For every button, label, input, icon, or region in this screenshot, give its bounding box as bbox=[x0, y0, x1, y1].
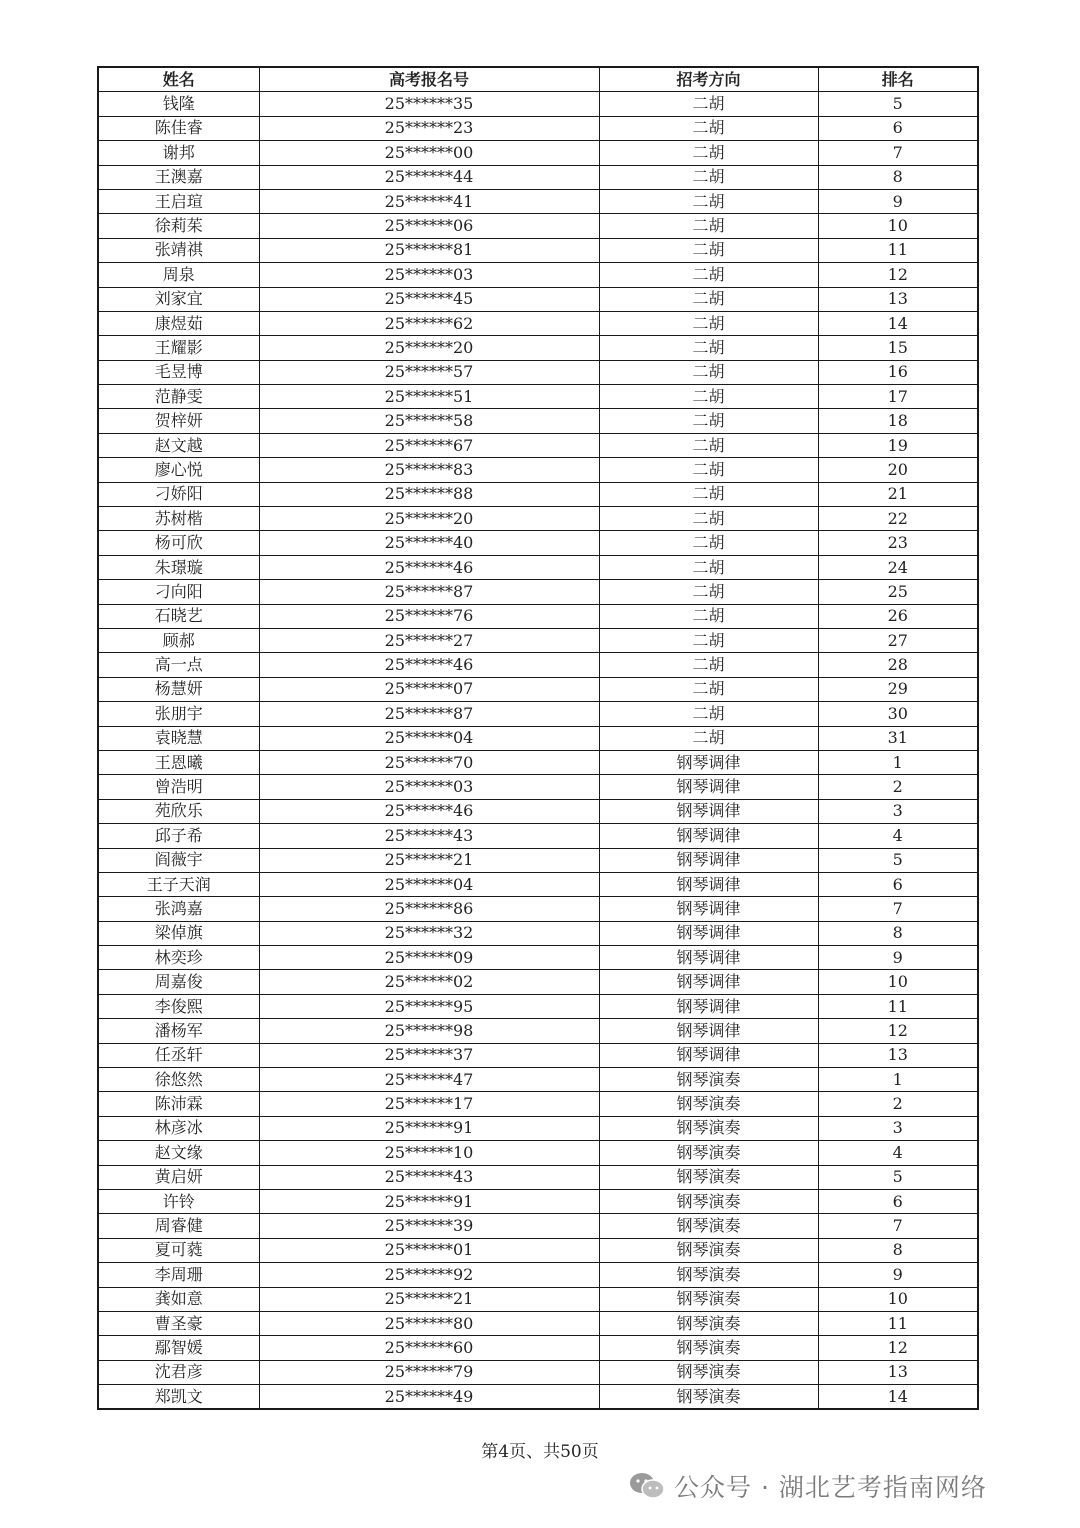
cell-name: 许铃 bbox=[98, 1189, 259, 1213]
cell-direction: 钢琴演奏 bbox=[599, 1116, 818, 1140]
cell-direction: 二胡 bbox=[599, 385, 818, 409]
cell-name: 王耀影 bbox=[98, 336, 259, 360]
cell-direction: 钢琴调律 bbox=[599, 872, 818, 896]
cell-name: 廖心悦 bbox=[98, 458, 259, 482]
cell-name: 朱璟璇 bbox=[98, 555, 259, 579]
cell-direction: 二胡 bbox=[599, 507, 818, 531]
table-row bbox=[98, 116, 978, 140]
cell-exam-id: 25******79 bbox=[259, 1360, 599, 1384]
cell-name: 徐莉茱 bbox=[98, 214, 259, 238]
cell-exam-id: 25******03 bbox=[259, 263, 599, 287]
table-row bbox=[98, 482, 978, 506]
table-row bbox=[98, 848, 978, 872]
cell-rank: 14 bbox=[818, 311, 978, 335]
cell-name: 阎薇宇 bbox=[98, 848, 259, 872]
cell-exam-id: 25******43 bbox=[259, 1165, 599, 1189]
cell-rank: 5 bbox=[818, 92, 978, 116]
cell-name: 毛昱博 bbox=[98, 360, 259, 384]
table-row bbox=[98, 1068, 978, 1092]
cell-name: 王恩曦 bbox=[98, 750, 259, 774]
cell-rank: 13 bbox=[818, 1043, 978, 1067]
cell-exam-id: 25******87 bbox=[259, 702, 599, 726]
cell-direction: 钢琴调律 bbox=[599, 921, 818, 945]
cell-direction: 二胡 bbox=[599, 653, 818, 677]
cell-exam-id: 25******91 bbox=[259, 1189, 599, 1213]
cell-name: 任丞轩 bbox=[98, 1043, 259, 1067]
cell-direction: 二胡 bbox=[599, 311, 818, 335]
cell-name: 杨慧妍 bbox=[98, 677, 259, 701]
cell-exam-id: 25******58 bbox=[259, 409, 599, 433]
cell-exam-id: 25******91 bbox=[259, 1116, 599, 1140]
header-name: 姓名 bbox=[98, 67, 259, 92]
cell-rank: 17 bbox=[818, 385, 978, 409]
cell-rank: 2 bbox=[818, 775, 978, 799]
watermark-text: 公众号 · 湖北艺考指南网络 bbox=[674, 1473, 987, 1502]
cell-rank: 5 bbox=[818, 1165, 978, 1189]
cell-rank: 24 bbox=[818, 555, 978, 579]
cell-name: 贺梓妍 bbox=[98, 409, 259, 433]
table-row bbox=[98, 433, 978, 457]
table-row bbox=[98, 677, 978, 701]
cell-rank: 11 bbox=[818, 1311, 978, 1335]
cell-name: 王澳嘉 bbox=[98, 165, 259, 189]
cell-direction: 二胡 bbox=[599, 458, 818, 482]
page-number: 第4页、共50页 bbox=[481, 1442, 599, 1462]
cell-name: 黄启妍 bbox=[98, 1165, 259, 1189]
cell-exam-id: 25******81 bbox=[259, 238, 599, 262]
table-row bbox=[98, 385, 978, 409]
cell-name: 夏可蕤 bbox=[98, 1238, 259, 1262]
cell-rank: 8 bbox=[818, 921, 978, 945]
cell-direction: 二胡 bbox=[599, 604, 818, 628]
cell-direction: 二胡 bbox=[599, 287, 818, 311]
cell-name: 赵文越 bbox=[98, 433, 259, 457]
cell-name: 钱隆 bbox=[98, 92, 259, 116]
cell-rank: 13 bbox=[818, 1360, 978, 1384]
cell-exam-id: 25******86 bbox=[259, 897, 599, 921]
cell-rank: 21 bbox=[818, 482, 978, 506]
cell-direction: 二胡 bbox=[599, 482, 818, 506]
cell-exam-id: 25******46 bbox=[259, 799, 599, 823]
table-row bbox=[98, 824, 978, 848]
cell-name: 石晓艺 bbox=[98, 604, 259, 628]
cell-rank: 3 bbox=[818, 799, 978, 823]
cell-rank: 5 bbox=[818, 848, 978, 872]
cell-rank: 29 bbox=[818, 677, 978, 701]
cell-exam-id: 25******02 bbox=[259, 970, 599, 994]
cell-exam-id: 25******62 bbox=[259, 311, 599, 335]
cell-exam-id: 25******09 bbox=[259, 946, 599, 970]
table-row bbox=[98, 702, 978, 726]
cell-direction: 钢琴演奏 bbox=[599, 1336, 818, 1360]
cell-rank: 31 bbox=[818, 726, 978, 750]
cell-name: 徐悠然 bbox=[98, 1068, 259, 1092]
cell-direction: 钢琴调律 bbox=[599, 1043, 818, 1067]
cell-name: 周睿健 bbox=[98, 1214, 259, 1238]
cell-rank: 1 bbox=[818, 1068, 978, 1092]
cell-exam-id: 25******17 bbox=[259, 1092, 599, 1116]
table-row bbox=[98, 1092, 978, 1116]
cell-exam-id: 25******47 bbox=[259, 1068, 599, 1092]
cell-direction: 钢琴演奏 bbox=[599, 1263, 818, 1287]
cell-name: 林奕珍 bbox=[98, 946, 259, 970]
cell-rank: 10 bbox=[818, 1287, 978, 1311]
cell-direction: 钢琴调律 bbox=[599, 824, 818, 848]
cell-direction: 钢琴演奏 bbox=[599, 1141, 818, 1165]
table-row bbox=[98, 287, 978, 311]
cell-exam-id: 25******35 bbox=[259, 92, 599, 116]
table-row bbox=[98, 921, 978, 945]
table-row bbox=[98, 1214, 978, 1238]
cell-name: 邱子希 bbox=[98, 824, 259, 848]
cell-exam-id: 25******45 bbox=[259, 287, 599, 311]
cell-rank: 10 bbox=[818, 214, 978, 238]
cell-name: 梁倬旗 bbox=[98, 921, 259, 945]
cell-exam-id: 25******03 bbox=[259, 775, 599, 799]
cell-name: 张靖祺 bbox=[98, 238, 259, 262]
table-row bbox=[98, 238, 978, 262]
cell-direction: 二胡 bbox=[599, 702, 818, 726]
cell-rank: 14 bbox=[818, 1385, 978, 1410]
cell-exam-id: 25******88 bbox=[259, 482, 599, 506]
table-row bbox=[98, 507, 978, 531]
table-row bbox=[98, 1287, 978, 1311]
table-row bbox=[98, 409, 978, 433]
cell-direction: 二胡 bbox=[599, 92, 818, 116]
table-row bbox=[98, 1189, 978, 1213]
cell-name: 鄢智媛 bbox=[98, 1336, 259, 1360]
cell-name: 曾浩明 bbox=[98, 775, 259, 799]
cell-rank: 12 bbox=[818, 1019, 978, 1043]
cell-name: 康煜茹 bbox=[98, 311, 259, 335]
cell-name: 张朋宇 bbox=[98, 702, 259, 726]
cell-name: 周嘉俊 bbox=[98, 970, 259, 994]
wechat-icon bbox=[628, 1471, 666, 1501]
cell-exam-id: 25******21 bbox=[259, 1287, 599, 1311]
cell-direction: 钢琴演奏 bbox=[599, 1068, 818, 1092]
cell-exam-id: 25******04 bbox=[259, 872, 599, 896]
cell-rank: 2 bbox=[818, 1092, 978, 1116]
cell-direction: 钢琴调律 bbox=[599, 994, 818, 1018]
cell-rank: 11 bbox=[818, 238, 978, 262]
cell-direction: 钢琴演奏 bbox=[599, 1385, 818, 1410]
cell-direction: 钢琴调律 bbox=[599, 970, 818, 994]
cell-exam-id: 25******83 bbox=[259, 458, 599, 482]
cell-name: 顾郝 bbox=[98, 628, 259, 652]
cell-name: 高一点 bbox=[98, 653, 259, 677]
cell-rank: 20 bbox=[818, 458, 978, 482]
cell-rank: 26 bbox=[818, 604, 978, 628]
cell-direction: 二胡 bbox=[599, 189, 818, 213]
cell-name: 郑凯文 bbox=[98, 1385, 259, 1410]
cell-name: 林彦冰 bbox=[98, 1116, 259, 1140]
cell-direction: 二胡 bbox=[599, 433, 818, 457]
cell-direction: 钢琴演奏 bbox=[599, 1311, 818, 1335]
watermark bbox=[628, 1466, 987, 1506]
cell-name: 赵文缘 bbox=[98, 1141, 259, 1165]
cell-name: 陈沛霖 bbox=[98, 1092, 259, 1116]
cell-direction: 二胡 bbox=[599, 360, 818, 384]
cell-name: 李周珊 bbox=[98, 1263, 259, 1287]
cell-exam-id: 25******41 bbox=[259, 189, 599, 213]
table-row bbox=[98, 628, 978, 652]
table-row bbox=[98, 1385, 978, 1410]
table-row bbox=[98, 311, 978, 335]
cell-name: 范静雯 bbox=[98, 385, 259, 409]
cell-rank: 9 bbox=[818, 189, 978, 213]
cell-exam-id: 25******57 bbox=[259, 360, 599, 384]
table-row bbox=[98, 189, 978, 213]
cell-direction: 钢琴演奏 bbox=[599, 1092, 818, 1116]
table-row bbox=[98, 994, 978, 1018]
table-row bbox=[98, 1043, 978, 1067]
cell-direction: 钢琴调律 bbox=[599, 946, 818, 970]
cell-name: 王启瑄 bbox=[98, 189, 259, 213]
cell-exam-id: 25******40 bbox=[259, 531, 599, 555]
cell-direction: 钢琴演奏 bbox=[599, 1165, 818, 1189]
cell-exam-id: 25******67 bbox=[259, 433, 599, 457]
table-row bbox=[98, 580, 978, 604]
cell-direction: 二胡 bbox=[599, 409, 818, 433]
table-row bbox=[98, 165, 978, 189]
cell-exam-id: 25******10 bbox=[259, 1141, 599, 1165]
header-exam-id: 高考报名号 bbox=[259, 67, 599, 92]
cell-rank: 28 bbox=[818, 653, 978, 677]
cell-exam-id: 25******98 bbox=[259, 1019, 599, 1043]
table-row bbox=[98, 458, 978, 482]
cell-name: 张鸿嘉 bbox=[98, 897, 259, 921]
cell-direction: 钢琴演奏 bbox=[599, 1238, 818, 1262]
cell-exam-id: 25******37 bbox=[259, 1043, 599, 1067]
cell-rank: 23 bbox=[818, 531, 978, 555]
cell-direction: 二胡 bbox=[599, 141, 818, 165]
cell-exam-id: 25******27 bbox=[259, 628, 599, 652]
cell-direction: 钢琴调律 bbox=[599, 1019, 818, 1043]
cell-name: 王子天润 bbox=[98, 872, 259, 896]
cell-direction: 二胡 bbox=[599, 238, 818, 262]
cell-name: 潘杨军 bbox=[98, 1019, 259, 1043]
cell-exam-id: 25******04 bbox=[259, 726, 599, 750]
table-row bbox=[98, 750, 978, 774]
cell-rank: 7 bbox=[818, 897, 978, 921]
cell-direction: 钢琴演奏 bbox=[599, 1287, 818, 1311]
table-row bbox=[98, 214, 978, 238]
cell-rank: 9 bbox=[818, 1263, 978, 1287]
table-row bbox=[98, 897, 978, 921]
cell-exam-id: 25******44 bbox=[259, 165, 599, 189]
table-row bbox=[98, 360, 978, 384]
table-row bbox=[98, 946, 978, 970]
header-rank: 排名 bbox=[818, 67, 978, 92]
cell-direction: 钢琴调律 bbox=[599, 750, 818, 774]
header-direction: 招考方向 bbox=[599, 67, 818, 92]
cell-direction: 二胡 bbox=[599, 214, 818, 238]
table-row bbox=[98, 653, 978, 677]
cell-direction: 二胡 bbox=[599, 628, 818, 652]
table-row bbox=[98, 1336, 978, 1360]
cell-rank: 4 bbox=[818, 824, 978, 848]
cell-rank: 3 bbox=[818, 1116, 978, 1140]
cell-rank: 25 bbox=[818, 580, 978, 604]
cell-name: 刁娇阳 bbox=[98, 482, 259, 506]
cell-rank: 6 bbox=[818, 1189, 978, 1213]
cell-direction: 二胡 bbox=[599, 531, 818, 555]
cell-rank: 27 bbox=[818, 628, 978, 652]
cell-direction: 二胡 bbox=[599, 336, 818, 360]
cell-rank: 1 bbox=[818, 750, 978, 774]
cell-direction: 钢琴调律 bbox=[599, 848, 818, 872]
cell-rank: 7 bbox=[818, 141, 978, 165]
cell-name: 苏树楷 bbox=[98, 507, 259, 531]
cell-direction: 二胡 bbox=[599, 726, 818, 750]
cell-exam-id: 25******80 bbox=[259, 1311, 599, 1335]
cell-exam-id: 25******46 bbox=[259, 555, 599, 579]
cell-exam-id: 25******43 bbox=[259, 824, 599, 848]
cell-exam-id: 25******46 bbox=[259, 653, 599, 677]
cell-rank: 6 bbox=[818, 872, 978, 896]
cell-rank: 22 bbox=[818, 507, 978, 531]
cell-rank: 11 bbox=[818, 994, 978, 1018]
cell-exam-id: 25******21 bbox=[259, 848, 599, 872]
cell-direction: 二胡 bbox=[599, 165, 818, 189]
table-row bbox=[98, 1311, 978, 1335]
cell-rank: 30 bbox=[818, 702, 978, 726]
cell-direction: 钢琴演奏 bbox=[599, 1189, 818, 1213]
cell-rank: 12 bbox=[818, 263, 978, 287]
cell-name: 刁向阳 bbox=[98, 580, 259, 604]
cell-exam-id: 25******60 bbox=[259, 1336, 599, 1360]
table-row bbox=[98, 141, 978, 165]
table-row bbox=[98, 1141, 978, 1165]
cell-name: 曹圣豪 bbox=[98, 1311, 259, 1335]
cell-name: 苑欣乐 bbox=[98, 799, 259, 823]
cell-direction: 钢琴演奏 bbox=[599, 1360, 818, 1384]
table-row bbox=[98, 263, 978, 287]
cell-rank: 4 bbox=[818, 1141, 978, 1165]
table-row bbox=[98, 1360, 978, 1384]
cell-name: 陈佳睿 bbox=[98, 116, 259, 140]
cell-exam-id: 25******00 bbox=[259, 141, 599, 165]
cell-exam-id: 25******07 bbox=[259, 677, 599, 701]
cell-rank: 8 bbox=[818, 1238, 978, 1262]
table-row bbox=[98, 1238, 978, 1262]
table-row bbox=[98, 531, 978, 555]
table-row bbox=[98, 604, 978, 628]
table-header-row bbox=[98, 67, 978, 92]
cell-exam-id: 25******01 bbox=[259, 1238, 599, 1262]
cell-name: 谢邦 bbox=[98, 141, 259, 165]
cell-exam-id: 25******76 bbox=[259, 604, 599, 628]
cell-rank: 9 bbox=[818, 946, 978, 970]
cell-name: 刘家宜 bbox=[98, 287, 259, 311]
cell-rank: 19 bbox=[818, 433, 978, 457]
cell-exam-id: 25******70 bbox=[259, 750, 599, 774]
cell-rank: 18 bbox=[818, 409, 978, 433]
cell-name: 杨可欣 bbox=[98, 531, 259, 555]
ranking-table bbox=[97, 66, 979, 1410]
table-row bbox=[98, 1165, 978, 1189]
cell-rank: 15 bbox=[818, 336, 978, 360]
cell-rank: 10 bbox=[818, 970, 978, 994]
cell-name: 袁晓慧 bbox=[98, 726, 259, 750]
cell-exam-id: 25******51 bbox=[259, 385, 599, 409]
table-row bbox=[98, 92, 978, 116]
cell-direction: 二胡 bbox=[599, 677, 818, 701]
cell-direction: 钢琴调律 bbox=[599, 775, 818, 799]
cell-direction: 二胡 bbox=[599, 580, 818, 604]
table-row bbox=[98, 1263, 978, 1287]
cell-exam-id: 25******20 bbox=[259, 336, 599, 360]
cell-exam-id: 25******87 bbox=[259, 580, 599, 604]
cell-name: 沈君彦 bbox=[98, 1360, 259, 1384]
cell-direction: 二胡 bbox=[599, 263, 818, 287]
cell-rank: 16 bbox=[818, 360, 978, 384]
cell-exam-id: 25******06 bbox=[259, 214, 599, 238]
cell-name: 龚如意 bbox=[98, 1287, 259, 1311]
cell-rank: 7 bbox=[818, 1214, 978, 1238]
cell-rank: 8 bbox=[818, 165, 978, 189]
cell-direction: 钢琴调律 bbox=[599, 897, 818, 921]
cell-exam-id: 25******39 bbox=[259, 1214, 599, 1238]
table-row bbox=[98, 555, 978, 579]
cell-direction: 钢琴调律 bbox=[599, 799, 818, 823]
cell-exam-id: 25******32 bbox=[259, 921, 599, 945]
cell-name: 周泉 bbox=[98, 263, 259, 287]
cell-name: 李俊熙 bbox=[98, 994, 259, 1018]
table-row bbox=[98, 970, 978, 994]
cell-exam-id: 25******49 bbox=[259, 1385, 599, 1410]
cell-rank: 12 bbox=[818, 1336, 978, 1360]
cell-direction: 二胡 bbox=[599, 116, 818, 140]
table-row bbox=[98, 1019, 978, 1043]
cell-exam-id: 25******23 bbox=[259, 116, 599, 140]
table-row bbox=[98, 872, 978, 896]
cell-rank: 13 bbox=[818, 287, 978, 311]
table-row bbox=[98, 775, 978, 799]
table-row bbox=[98, 1116, 978, 1140]
table-row bbox=[98, 799, 978, 823]
cell-rank: 6 bbox=[818, 116, 978, 140]
cell-direction: 二胡 bbox=[599, 555, 818, 579]
cell-direction: 钢琴演奏 bbox=[599, 1214, 818, 1238]
cell-exam-id: 25******95 bbox=[259, 994, 599, 1018]
cell-exam-id: 25******20 bbox=[259, 507, 599, 531]
table-row bbox=[98, 336, 978, 360]
table-row bbox=[98, 726, 978, 750]
cell-exam-id: 25******92 bbox=[259, 1263, 599, 1287]
